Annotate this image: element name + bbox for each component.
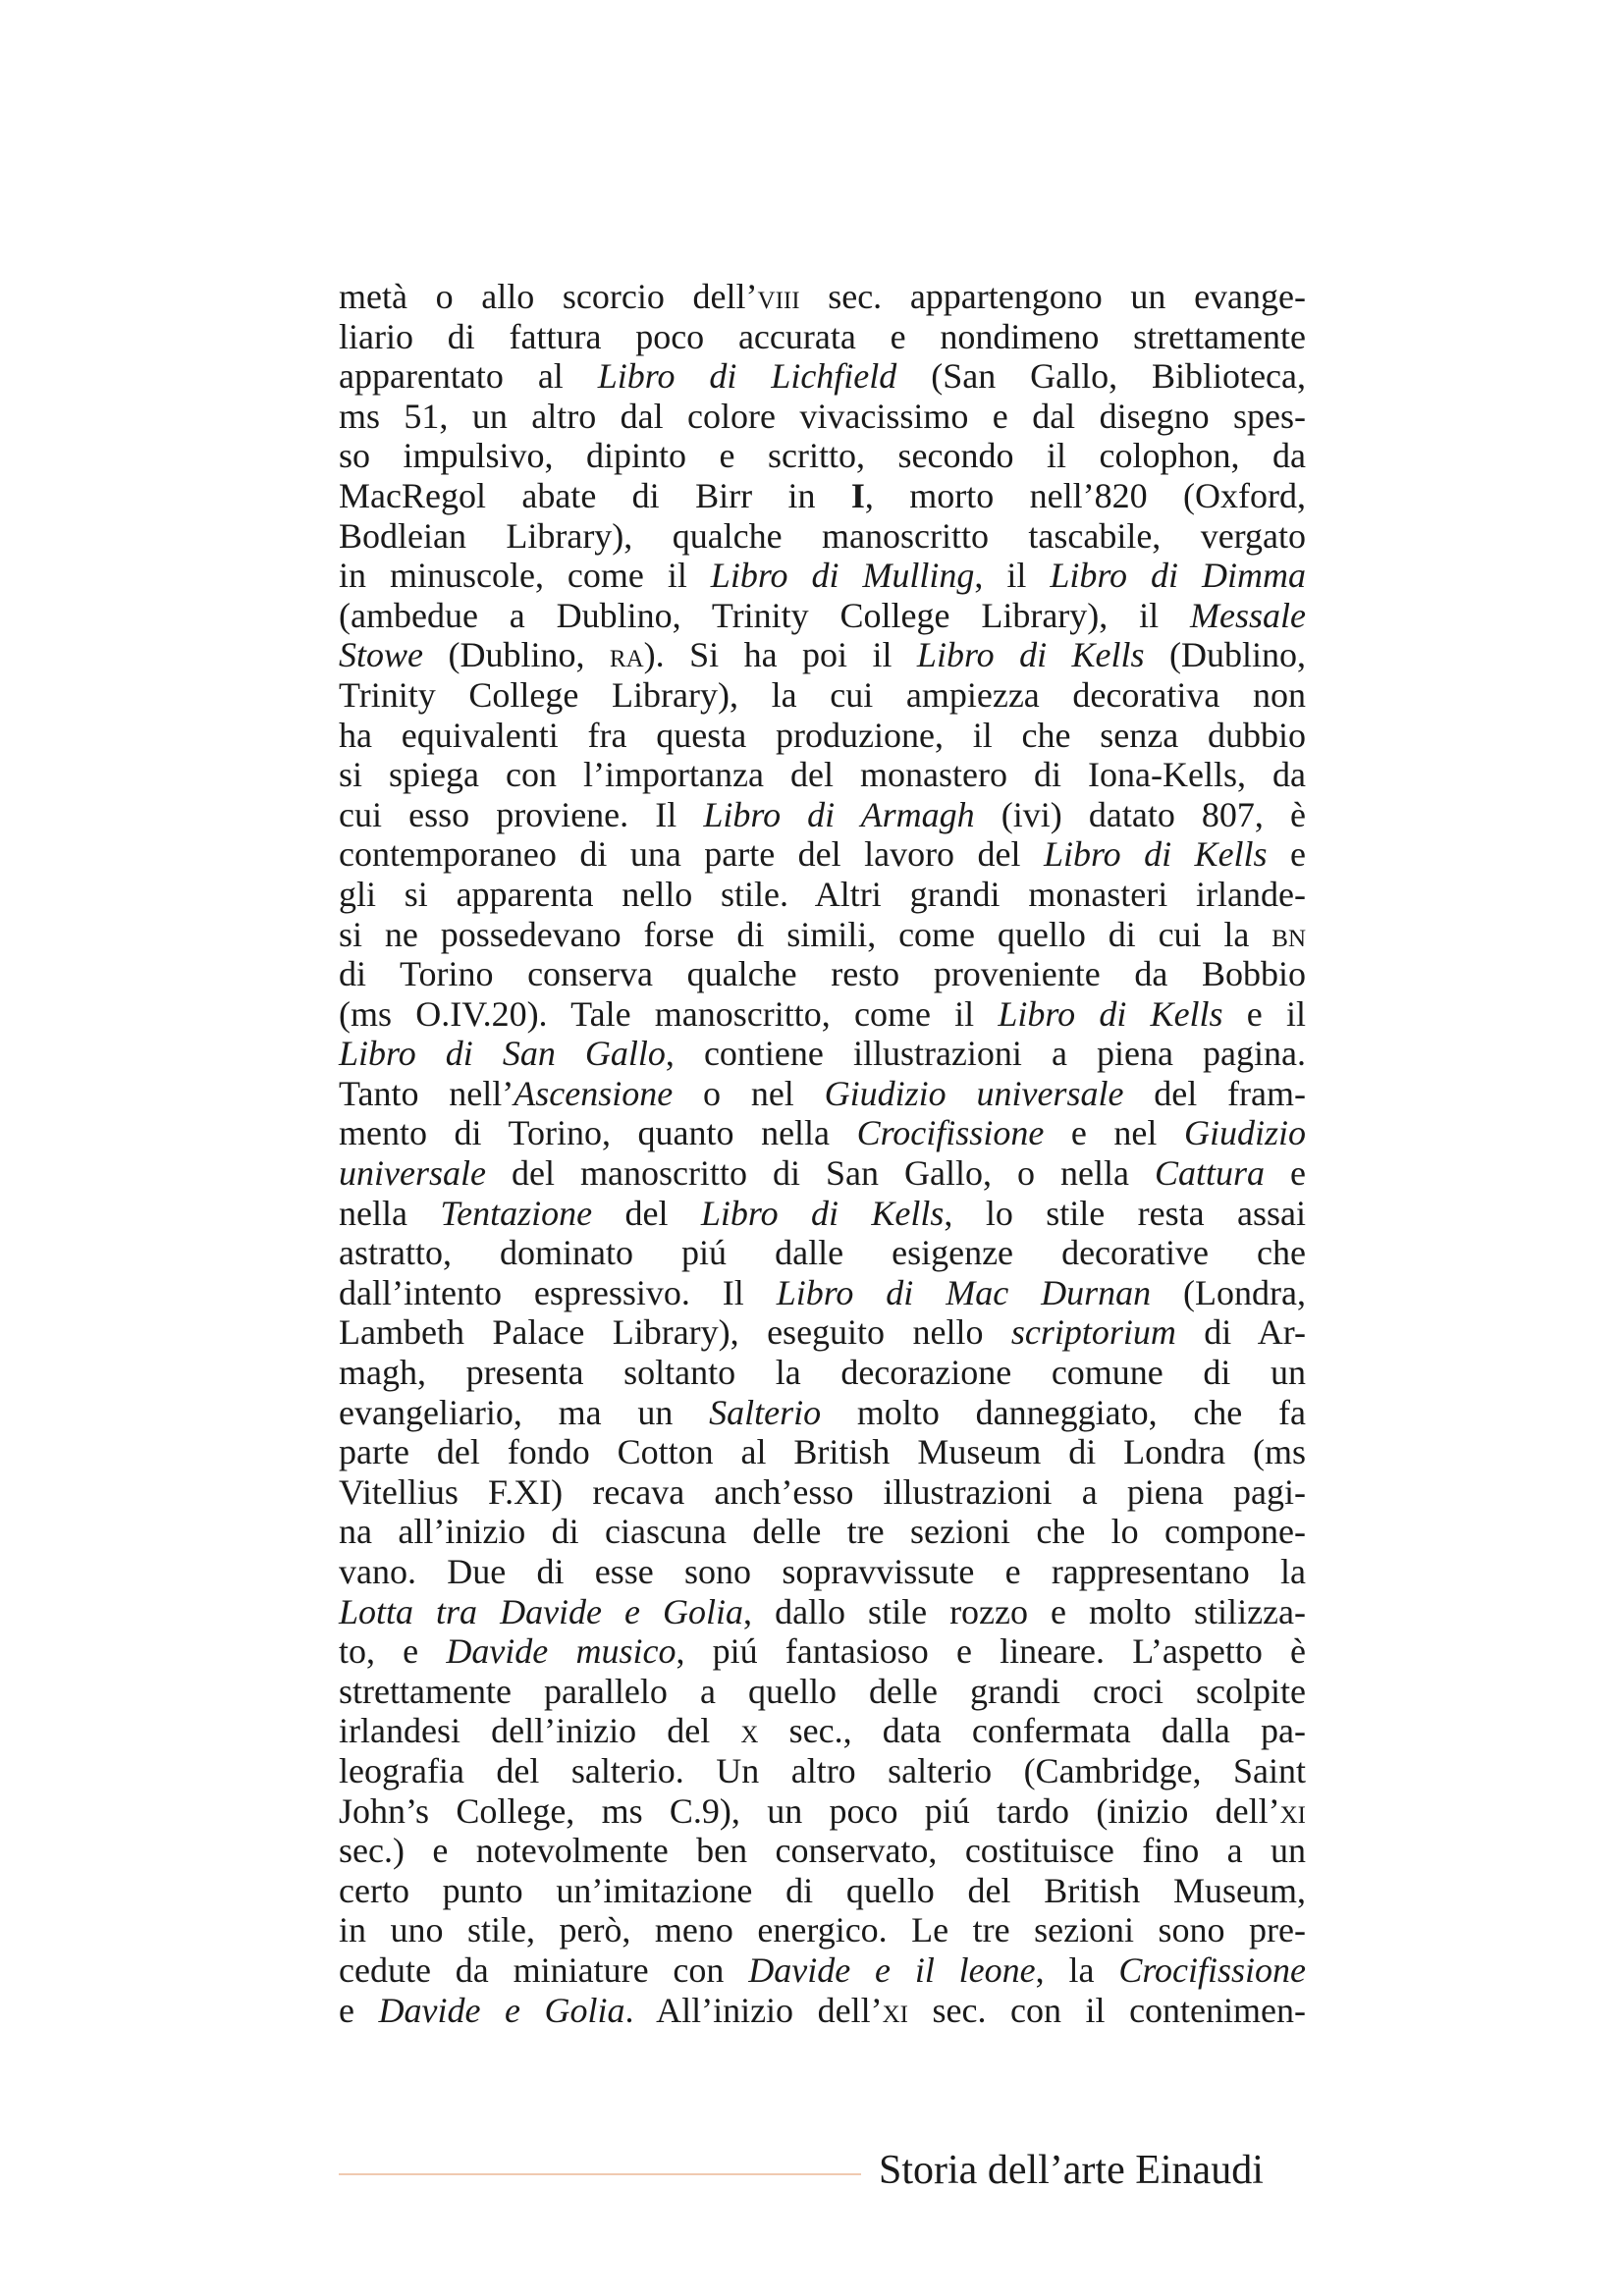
text-run: na all’inizio di ciascuna delle tre sezioni che lo compone- — [339, 1512, 1306, 1552]
italic-title-run: Crocifissione — [856, 1113, 1045, 1153]
text-run: dall’intento espressivo. Il — [339, 1272, 777, 1312]
italic-title-run: Stowe — [339, 635, 423, 675]
text-run: vano. Due di esse sono sopravvissute e rappresentano la — [339, 1552, 1306, 1591]
text-line — [339, 277, 1306, 317]
text-line — [339, 875, 1306, 915]
text-run: Tanto nell’ — [339, 1073, 514, 1113]
text-run: , lo stile resta assai — [944, 1193, 1306, 1233]
text-line — [339, 1871, 1306, 1911]
italic-title-run: Crocifissione — [1118, 1949, 1306, 1990]
text-run: , morto nell’820 (Oxford, — [864, 475, 1306, 515]
text-line — [339, 1074, 1306, 1114]
text-run: I — [850, 475, 865, 515]
text-run: in uno stile, però, meno energico. Le tre sezioni sono pre- — [339, 1910, 1306, 1950]
italic-title-run: Libro di Mac Durnan — [776, 1272, 1152, 1312]
text-run: del manoscritto di San Gallo, o nella — [485, 1153, 1155, 1194]
text-line — [339, 1233, 1306, 1273]
text-run: contemporaneo di una parte del lavoro del — [339, 834, 1044, 875]
text-run: mento di Torino, quanto nella — [339, 1113, 857, 1153]
text-run: (San Gallo, Biblioteca, — [896, 356, 1306, 397]
text-line — [339, 1153, 1306, 1194]
text-line — [339, 1034, 1306, 1074]
text-line — [339, 1631, 1306, 1672]
italic-title-run: Libro di Mulling — [710, 556, 975, 596]
small-caps-run: bn — [1271, 914, 1306, 954]
text-run: astratto, dominato piú dalle esigenze decorative che — [339, 1233, 1306, 1273]
text-run: molto danneggiato, che fa — [821, 1392, 1307, 1432]
text-run: Vitellius F.XI) recava anch’esso illustrazioni a piena pagi- — [339, 1471, 1306, 1512]
text-run: (Dublino, — [423, 635, 610, 675]
small-caps-run: xi — [882, 1990, 908, 2030]
italic-title-run: universale — [339, 1153, 486, 1194]
text-line — [339, 397, 1306, 437]
text-line — [339, 1791, 1306, 1832]
text-run: in minuscole, come il — [339, 556, 711, 596]
footer-rule — [339, 2173, 861, 2175]
text-line — [339, 476, 1306, 516]
text-run: irlandesi dell’inizio del — [339, 1711, 741, 1751]
text-run: ). Si ha poi il — [643, 635, 917, 675]
text-run: e nel — [1044, 1113, 1184, 1153]
text-line — [339, 1353, 1306, 1393]
text-line — [339, 436, 1306, 476]
text-run: e — [1267, 834, 1307, 875]
text-run: , dallo stile rozzo e molto stilizza- — [743, 1591, 1306, 1631]
italic-title-run: Cattura — [1154, 1153, 1265, 1194]
text-run: , contiene illustrazioni a piena pagina. — [665, 1034, 1306, 1074]
italic-title-run: Lotta tra Davide e Golia — [339, 1591, 744, 1631]
text-run: e il — [1222, 993, 1306, 1034]
italic-title-run: Libro di San Gallo — [339, 1034, 666, 1074]
text-run: to, e — [339, 1631, 447, 1672]
italic-title-run: Davide musico — [446, 1631, 676, 1672]
text-run: e — [339, 1990, 379, 2030]
text-run: Bodleian Library), qualche manoscritto tascabile, vergato — [339, 515, 1306, 556]
text-run: di Ar- — [1175, 1312, 1306, 1353]
small-caps-run: viii — [757, 277, 800, 316]
small-caps-run: xi — [1279, 1790, 1306, 1831]
text-run: (ms O.IV.20). Tale manoscritto, come il — [339, 993, 999, 1034]
text-line — [339, 755, 1306, 795]
text-line — [339, 516, 1306, 557]
text-run: si spiega con l’importanza del monastero di Iona-Kells, da — [339, 755, 1306, 795]
text-run: so impulsivo, dipinto e scritto, secondo il colophon, da — [339, 436, 1306, 476]
text-run: leografia del salterio. Un altro salterio (Cambridge, Saint — [339, 1750, 1306, 1790]
text-line — [339, 317, 1306, 357]
italic-title-run: Tentazione — [440, 1193, 593, 1233]
text-line — [339, 1950, 1306, 1991]
italic-title-run: Davide e il leone — [748, 1949, 1036, 1990]
text-run: sec. appartengono un evange- — [799, 277, 1306, 316]
text-run: ha equivalenti fra questa produzione, il che senza dubbio — [339, 715, 1306, 755]
text-run: (Dublino, — [1144, 635, 1306, 675]
italic-title-run: Davide e Golia — [378, 1990, 625, 2030]
text-run: si ne possedevano forse di simili, come quello di cui la — [339, 914, 1272, 954]
italic-title-run: Libro di Kells — [700, 1193, 945, 1233]
italic-title-run: Libro di Dimma — [1050, 556, 1306, 596]
italic-title-run: Messale — [1190, 595, 1306, 635]
text-run: liario di fattura poco accurata e nondimeno strettamente — [339, 316, 1306, 356]
text-run: . All’inizio dell’ — [624, 1990, 883, 2030]
italic-title-run: Libro di Lichfield — [597, 356, 897, 397]
text-line — [339, 834, 1306, 875]
text-run: apparentato al — [339, 356, 598, 397]
text-line — [339, 1991, 1306, 2031]
italic-title-run: Libro di Kells — [1043, 834, 1268, 875]
text-run: sec.) e notevolmente ben conservato, costituisce fino a un — [339, 1831, 1306, 1871]
text-line — [339, 954, 1306, 994]
text-run: (ambedue a Dublino, Trinity College Library), il — [339, 595, 1191, 635]
text-run: Lambeth Palace Library), eseguito nello — [339, 1312, 1011, 1353]
text-run: strettamente parallelo a quello delle grandi croci scolpite — [339, 1671, 1306, 1711]
italic-title-run: Libro di Kells — [916, 635, 1145, 675]
text-run: , piú fantasioso e lineare. L’aspetto è — [676, 1631, 1306, 1672]
text-line — [339, 994, 1306, 1035]
text-line — [339, 915, 1306, 955]
text-line — [339, 1592, 1306, 1632]
text-run: nella — [339, 1193, 441, 1233]
text-line — [339, 356, 1306, 397]
small-caps-run: x — [740, 1711, 759, 1751]
text-run: John’s College, ms C.9), un poco piú tardo (inizio dell’ — [339, 1790, 1280, 1831]
body-text — [339, 277, 1306, 2030]
text-run: del — [592, 1193, 701, 1233]
text-line — [339, 1512, 1306, 1552]
text-run: parte del fondo Cotton al British Museum di Londra (ms — [339, 1432, 1306, 1472]
text-line — [339, 1432, 1306, 1472]
text-line — [339, 1113, 1306, 1153]
text-line — [339, 1312, 1306, 1353]
text-line — [339, 1831, 1306, 1871]
text-line — [339, 1552, 1306, 1592]
text-run: gli si apparenta nello stile. Altri grandi monasteri irlande- — [339, 874, 1306, 914]
text-line — [339, 1672, 1306, 1712]
text-line — [339, 1711, 1306, 1751]
italic-title-run: scriptorium — [1010, 1312, 1176, 1353]
text-run: metà o allo scorcio dell’ — [339, 277, 758, 316]
text-run: del fram- — [1123, 1073, 1306, 1113]
text-line — [339, 716, 1306, 756]
text-run: ms 51, un altro dal colore vivacissimo e dal disegno spes- — [339, 396, 1306, 436]
text-run: , la — [1035, 1949, 1119, 1990]
text-line — [339, 1393, 1306, 1433]
text-run: MacRegol abate di Birr in — [339, 475, 851, 515]
italic-title-run: Libro di Kells — [998, 993, 1223, 1034]
text-line — [339, 1194, 1306, 1234]
italic-title-run: Libro di Armagh — [703, 794, 975, 834]
text-line — [339, 1472, 1306, 1513]
text-run: (Londra, — [1151, 1272, 1306, 1312]
text-run: , il — [974, 556, 1051, 596]
text-run: cui esso proviene. Il — [339, 794, 704, 834]
text-run: magh, presenta soltanto la decorazione comune di un — [339, 1353, 1306, 1393]
text-line — [339, 1910, 1306, 1950]
text-run: e — [1265, 1153, 1306, 1194]
text-run: di Torino conserva qualche resto proveniente da Bobbio — [339, 954, 1306, 994]
italic-title-run: Giudizio universale — [824, 1073, 1124, 1113]
text-line — [339, 675, 1306, 716]
italic-title-run: Ascensione — [514, 1073, 674, 1113]
text-line — [339, 635, 1306, 675]
text-line — [339, 556, 1306, 596]
small-caps-run: ra — [609, 635, 644, 675]
footer-title: Storia dell’arte Einaudi — [879, 2148, 1264, 2193]
text-run: o nel — [673, 1073, 825, 1113]
italic-title-run: Salterio — [709, 1392, 822, 1432]
text-run: sec. con il contenimen- — [907, 1990, 1306, 2030]
italic-title-run: Giudizio — [1183, 1113, 1306, 1153]
text-line — [339, 596, 1306, 636]
text-run: cedute da miniature con — [339, 1949, 749, 1990]
text-run: evangeliario, ma un — [339, 1392, 710, 1432]
text-run: (ivi) datato 807, è — [974, 794, 1307, 834]
text-run: Trinity College Library), la cui ampiezza decorativa non — [339, 674, 1306, 715]
text-line — [339, 1273, 1306, 1313]
text-run: certo punto un’imitazione di quello del British Museum, — [339, 1870, 1306, 1910]
text-line — [339, 795, 1306, 835]
text-run: sec., data confermata dalla pa- — [758, 1711, 1307, 1751]
text-line — [339, 1751, 1306, 1791]
